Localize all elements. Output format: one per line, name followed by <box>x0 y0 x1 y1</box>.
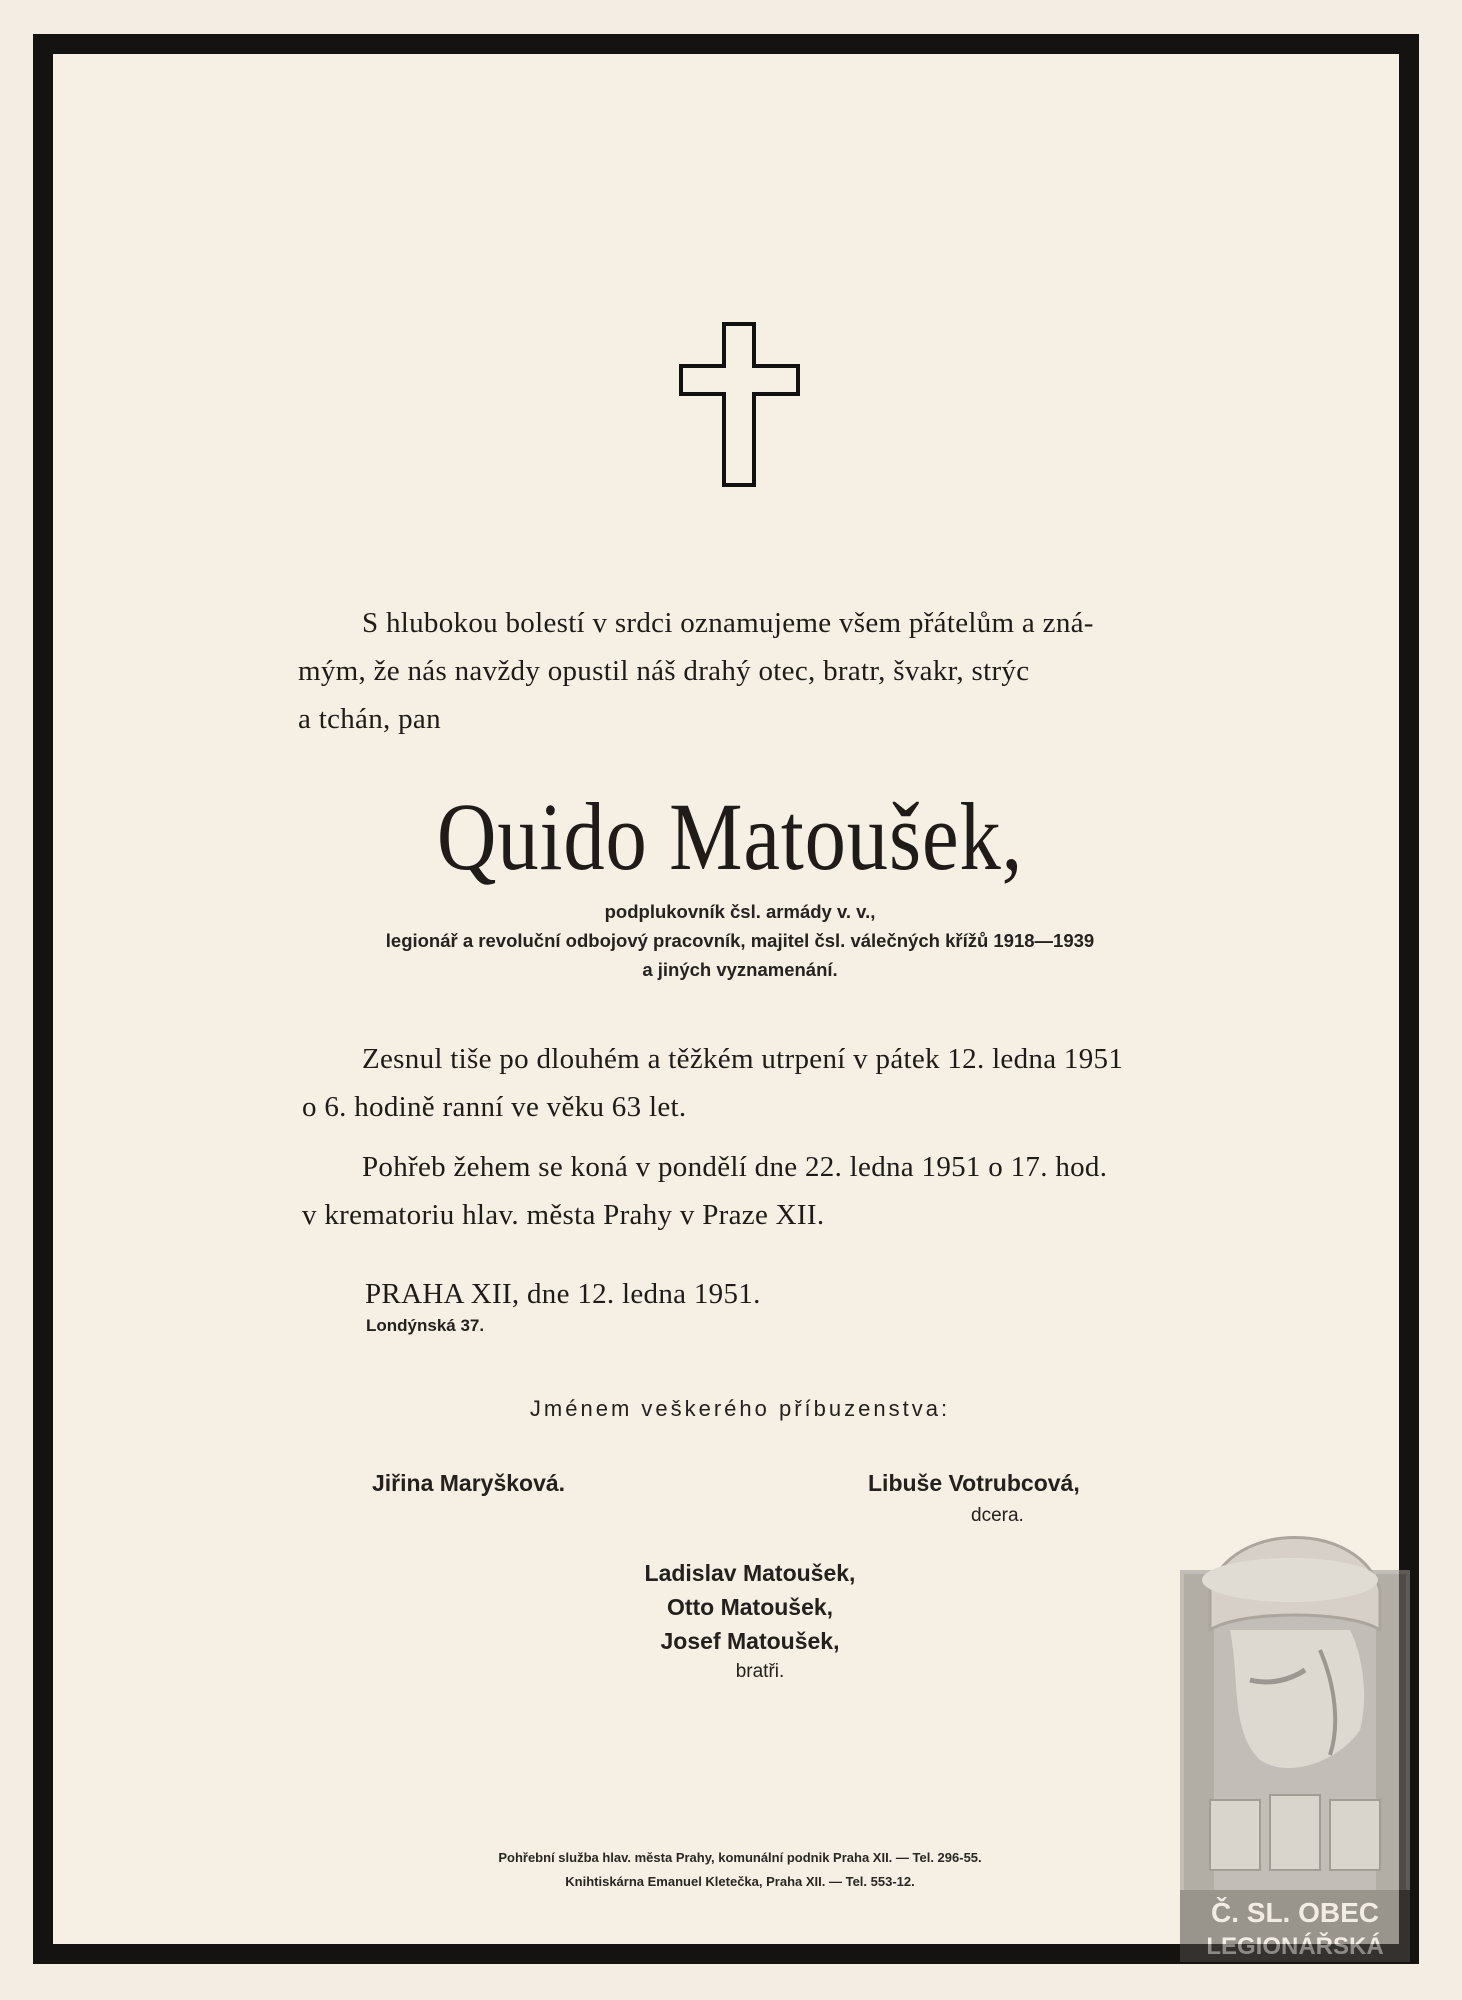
brothers-block <box>560 1556 940 1686</box>
cross-icon <box>678 322 802 488</box>
legion-association-logo <box>1170 1500 1420 1970</box>
deceased-titles <box>300 897 1180 984</box>
intro-line-2: mým, že nás navždy opustil náš drahý otec, bratr, švakr, strýc <box>298 655 1030 687</box>
brother-name: Ladislav Matoušek, <box>644 1560 856 1586</box>
funeral-line-2: v krematoriu hlav. města Prahy v Praze XII. <box>302 1199 825 1231</box>
deceased-name: Quido Matoušek, <box>436 783 1024 890</box>
address: Londýnská 37. <box>366 1316 485 1335</box>
death-line-1: Zesnul tiše po dlouhém a těžkém utrpení v pátek 12. ledna 1951 <box>362 1043 1124 1075</box>
title-line: podplukovník čsl. armády v. v., <box>604 901 876 922</box>
title-line: a jiných vyznamenání. <box>642 959 838 980</box>
brothers-role: bratři. <box>735 1661 785 1682</box>
on-behalf-heading: Jménem veškerého příbuzenstva: <box>529 1396 951 1421</box>
footer-printer: Knihtiskárna Emanuel Kletečka, Praha XII. — Tel. 553-12. <box>565 1874 915 1889</box>
intro-line-1: S hlubokou bolestí v srdci oznamujeme všem přátelům a zná- <box>362 607 1094 639</box>
place-date: PRAHA XII, dne 12. ledna 1951. <box>365 1278 761 1310</box>
signatory-right: Libuše Votrubcová, <box>868 1470 1080 1496</box>
brother-name: Otto Matoušek, <box>666 1594 834 1620</box>
death-line-2: o 6. hodině ranní ve věku 63 let. <box>302 1091 687 1123</box>
logo-text-line-2: LEGIONÁŘSKÁ <box>1206 1933 1384 1960</box>
funeral-line-1: Pohřeb žehem se koná v pondělí dne 22. ledna 1951 o 17. hod. <box>362 1151 1108 1183</box>
footer-funeral-service: Pohřební služba hlav. města Prahy, komunální podnik Praha XII. — Tel. 296-55. <box>498 1850 982 1865</box>
signatory-right-role: dcera. <box>971 1505 1024 1526</box>
logo-text-line-1: Č. SL. OBEC <box>1210 1897 1380 1928</box>
signatory-left: Jiřina Maryšková. <box>372 1470 566 1496</box>
intro-line-3: a tchán, pan <box>298 703 441 735</box>
brother-name: Josef Matoušek, <box>660 1628 840 1654</box>
title-line: legionář a revoluční odbojový pracovník, majitel čsl. válečných křížů 1918—1939 <box>385 930 1095 951</box>
